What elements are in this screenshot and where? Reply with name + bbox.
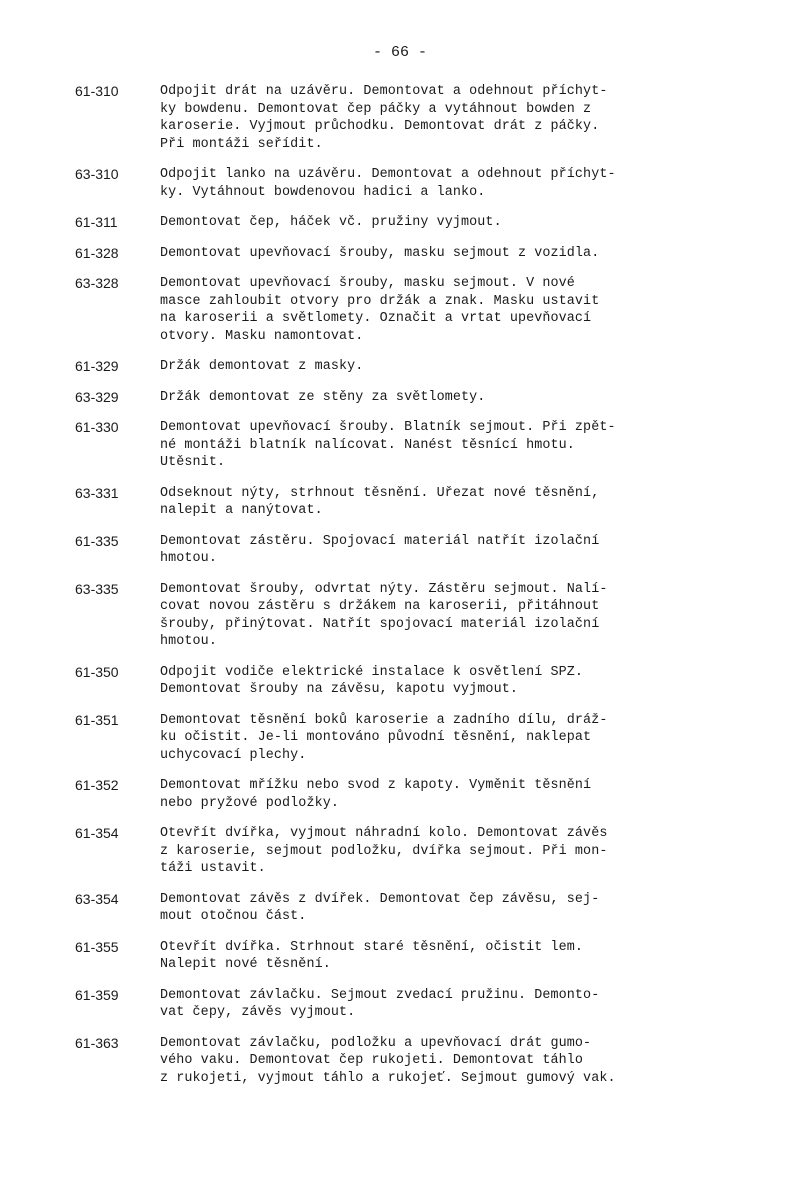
operation-description: Otevřít dvířka. Strhnout staré těsnění, očistit lem. Nalepit nové těsnění. xyxy=(160,939,584,972)
operation-entry xyxy=(0,581,800,651)
operation-description: Odseknout nýty, strhnout těsnění. Uřezat nové těsnění, nalepit a nanýtovat. xyxy=(160,485,600,518)
operation-code: 63-310 xyxy=(75,166,119,182)
operation-code: 61-311 xyxy=(75,214,118,230)
operation-code: 63-331 xyxy=(75,484,119,501)
operation-code: 61-354 xyxy=(75,825,119,841)
operation-code: 63-335 xyxy=(75,580,119,597)
operation-code: 61-359 xyxy=(75,986,119,1003)
operation-code: 63-329 xyxy=(75,388,119,405)
operation-description: Demontovat závlačku. Sejmout zvedací pružinu. Demonto- vat čepy, závěs vyjmout. xyxy=(160,987,600,1020)
operation-description: Držák demontovat ze stěny za světlomety. xyxy=(160,389,486,405)
operation-code: 61-355 xyxy=(75,938,119,955)
operation-entry xyxy=(0,533,800,568)
operation-description: Odpojit vodiče elektrické instalace k osvětlení SPZ. Demontovat šrouby na závěsu, kapotu vyjmout. xyxy=(160,664,584,697)
operation-entry xyxy=(0,712,800,765)
operation-entry xyxy=(0,664,800,699)
operation-description: Demontovat upevňovací šrouby, masku sejmout. V nové masce zahloubit otvory pro držák a znak. Masku ustavit na karoserii a světlomety. Označit a vrtat upevňovací otvory. Masku namontovat. xyxy=(160,276,600,344)
operation-entry xyxy=(0,214,800,232)
operation-code: 61-328 xyxy=(75,244,119,261)
page-number: - 66 - xyxy=(372,44,427,61)
operation-code: 61-329 xyxy=(75,358,119,374)
operation-description: Držák demontovat z masky. xyxy=(160,359,364,374)
operation-entry xyxy=(0,358,800,376)
operation-code: 61-310 xyxy=(75,83,119,99)
operation-code: 63-328 xyxy=(75,275,119,291)
operation-entry xyxy=(0,419,800,472)
operation-code: 61-335 xyxy=(75,532,119,549)
operation-code: 61-330 xyxy=(75,419,119,435)
operation-code: 63-354 xyxy=(75,890,119,907)
operation-entry xyxy=(0,485,800,520)
operation-description: Demontovat upevňovací šrouby, masku sejmout z vozidla. xyxy=(160,245,600,261)
operation-code: 61-350 xyxy=(75,663,119,680)
operation-entry xyxy=(0,83,800,153)
operation-description: Odpojit drát na uzávěru. Demontovat a odehnout příchyt- ky bowdenu. Demontovat čep páčky a vytáhnout bowden z karoserie. Vyjmout průchodku. Demontovat drát z páčky. Při montáži seřídit. xyxy=(160,84,608,152)
operation-entry xyxy=(0,245,800,263)
operation-description: Demontovat mřížku nebo svod z kapoty. Vyměnit těsnění nebo pryžové podložky. xyxy=(160,778,592,811)
operation-entry xyxy=(0,777,800,812)
operation-entry xyxy=(0,825,800,878)
operation-description: Demontovat zástěru. Spojovací materiál natřít izolační hmotou. xyxy=(160,533,600,566)
operation-entry xyxy=(0,389,800,407)
operation-description: Odpojit lanko na uzávěru. Demontovat a odehnout příchyt- ky. Vytáhnout bowdenovou hadici a lanko. xyxy=(160,167,616,200)
operation-description: Demontovat těsnění boků karoserie a zadního dílu, dráž- ku očistit. Je-li montováno původní těsnění, naklepat uchycovací plechy. xyxy=(160,712,608,763)
operation-entry xyxy=(0,891,800,926)
operation-description: Otevřít dvířka, vyjmout náhradní kolo. Demontovat závěs z karoserie, sejmout podložku, dvířka sejmout. Při mon- táži ustavit. xyxy=(160,826,608,876)
operation-description: Demontovat šrouby, odvrtat nýty. Zástěru sejmout. Nalí- covat novou zástěru s držákem na karoserii, přitáhnout šrouby, přinýtovat. Natřít spojovací materiál izolační hmotou. xyxy=(160,581,608,649)
operation-description: Demontovat upevňovací šrouby. Blatník sejmout. Při zpět- né montáži blatník nalícovat. Nanést těsnící hmotu. Utěsnit. xyxy=(160,420,616,470)
operation-entry xyxy=(0,939,800,974)
operation-description: Demontovat čep, háček vč. pružiny vyjmout. xyxy=(160,215,502,230)
operation-code: 61-363 xyxy=(75,1034,119,1051)
operation-description: Demontovat závlačku, podložku a upevňovací drát gumo- vého vaku. Demontovat čep rukojeti. Demontovat táhlo z rukojeti, vyjmout táhlo a rukojeť. Sejmout gumový vak. xyxy=(160,1035,616,1086)
operation-list xyxy=(0,83,800,1100)
operation-description: Demontovat závěs z dvířek. Demontovat čep závěsu, sej- mout otočnou část. xyxy=(160,891,600,924)
operation-entry xyxy=(0,1035,800,1088)
operation-entry xyxy=(0,987,800,1022)
operation-code: 61-352 xyxy=(75,777,119,793)
operation-entry xyxy=(0,275,800,345)
operation-code: 61-351 xyxy=(75,711,119,728)
operation-entry xyxy=(0,166,800,201)
